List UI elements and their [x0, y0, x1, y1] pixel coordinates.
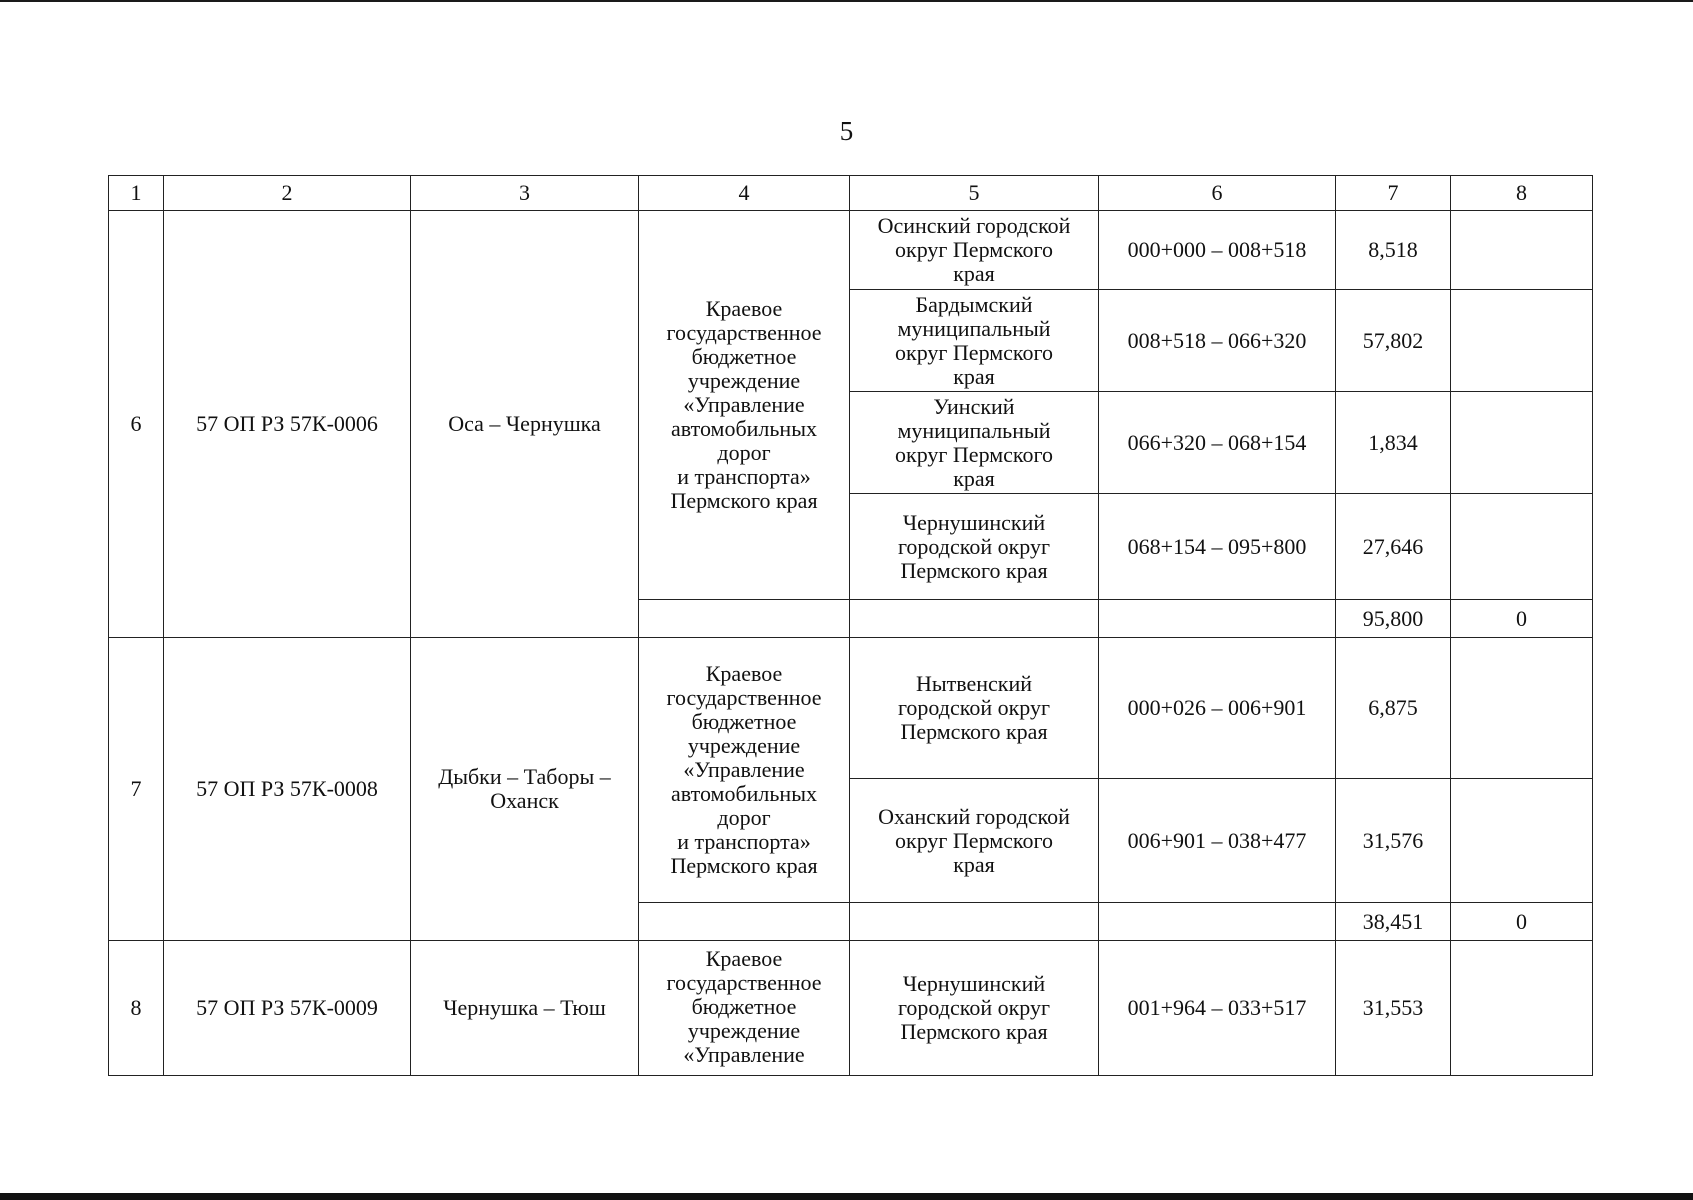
- territory-line: края: [953, 261, 995, 286]
- segment-length: 27,646: [1336, 494, 1451, 600]
- territory-line: края: [953, 465, 995, 491]
- org-line: государственное: [666, 685, 822, 710]
- org-line: Краевое: [705, 661, 783, 686]
- segment-length: 8,518: [1336, 211, 1451, 290]
- org-line: учреждение: [687, 368, 801, 393]
- org-line: бюджетное: [691, 344, 797, 369]
- col8-cell: [1451, 638, 1593, 779]
- road-registry-table: [108, 175, 1593, 1076]
- org-line: Краевое: [705, 296, 783, 321]
- owner-organization: [639, 211, 850, 600]
- header-cell-6: 6: [1099, 176, 1336, 211]
- header-cell-2: 2: [164, 176, 411, 211]
- header-cell-3: 3: [411, 176, 639, 211]
- road-name: [411, 638, 639, 941]
- road-code: 57 ОП РЗ 57К-0006: [164, 211, 411, 638]
- segment-length: 1,834: [1336, 392, 1451, 494]
- segment-length: 57,802: [1336, 290, 1451, 392]
- km-range: 068+154 – 095+800: [1099, 494, 1336, 600]
- road-name-line: Оханск: [490, 788, 559, 813]
- km-range: 000+000 – 008+518: [1099, 211, 1336, 290]
- org-line: бюджетное: [691, 994, 797, 1019]
- road-name-line: Дыбки – Таборы –: [438, 764, 611, 789]
- road-code: 57 ОП РЗ 57К-0008: [164, 638, 411, 941]
- entry-number: 7: [109, 638, 164, 941]
- org-line: и транспорта»: [677, 829, 811, 854]
- km-range: 000+026 – 006+901: [1099, 638, 1336, 779]
- page-number: 5: [839, 116, 854, 146]
- territory-line: округ Пермского: [895, 237, 1053, 262]
- org-line: Пермского края: [670, 488, 818, 513]
- road-code: 57 ОП РЗ 57К-0009: [164, 941, 411, 1076]
- org-line: и транспорта»: [677, 464, 811, 489]
- entry-number: 6: [109, 211, 164, 638]
- org-line: автомобильных: [671, 416, 817, 441]
- territory-cell: [850, 779, 1099, 903]
- segment-length: 31,553: [1336, 941, 1451, 1076]
- empty-cell: [850, 903, 1099, 941]
- territory-line: городской округ: [897, 533, 1051, 559]
- territory-cell: [850, 290, 1099, 392]
- total-col8: 0: [1451, 903, 1593, 941]
- org-line: учреждение: [687, 733, 801, 758]
- total-col8: 0: [1451, 600, 1593, 638]
- header-cell-5: 5: [850, 176, 1099, 211]
- territory-line: городской округ: [897, 695, 1051, 720]
- territory-cell: [850, 392, 1099, 494]
- table-row: [109, 638, 1593, 779]
- col8-cell: [1451, 941, 1593, 1076]
- org-line: учреждение: [687, 1018, 801, 1043]
- org-line: дорог: [717, 440, 771, 465]
- col8-cell: [1451, 779, 1593, 903]
- org-line: «Управление: [683, 392, 805, 417]
- road-name: Оса – Чернушка: [411, 211, 639, 638]
- road-name: Чернушка – Тюш: [411, 941, 639, 1076]
- table-row: [109, 941, 1593, 1076]
- empty-cell: [639, 600, 850, 638]
- header-cell-4: 4: [639, 176, 850, 211]
- territory-line: округ Пермского: [895, 827, 1053, 853]
- total-length: 38,451: [1336, 903, 1451, 941]
- territory-line: края: [953, 851, 995, 877]
- segment-length: 31,576: [1336, 779, 1451, 903]
- org-line: Пермского края: [670, 853, 818, 878]
- territory-cell: [850, 211, 1099, 290]
- territory-line: Пермского края: [900, 557, 1048, 583]
- header-row: [109, 176, 1593, 211]
- empty-cell: [850, 600, 1099, 638]
- territory-line: края: [953, 363, 995, 389]
- total-length: 95,800: [1336, 600, 1451, 638]
- scan-bottom-edge: [0, 1193, 1693, 1200]
- km-range: 001+964 – 033+517: [1099, 941, 1336, 1076]
- territory-line: Оханский городской: [878, 803, 1070, 829]
- header-cell-8: 8: [1451, 176, 1593, 211]
- territory-line: округ Пермского: [895, 339, 1053, 365]
- territory-line: Пермского края: [900, 1019, 1048, 1044]
- org-line: государственное: [666, 320, 822, 345]
- territory-line: округ Пермского: [895, 441, 1053, 467]
- territory-line: Чернушинский: [902, 509, 1046, 535]
- entry-number: 8: [109, 941, 164, 1076]
- owner-organization: [639, 941, 850, 1076]
- org-line: Краевое: [705, 946, 783, 971]
- table-row: [109, 211, 1593, 290]
- owner-organization: [639, 638, 850, 903]
- empty-cell: [639, 903, 850, 941]
- col8-cell: [1451, 494, 1593, 600]
- territory-line: Осинский городской: [877, 213, 1071, 238]
- org-line: «Управление: [683, 1042, 805, 1067]
- territory-line: Нытвенский: [915, 671, 1033, 696]
- col8-cell: [1451, 290, 1593, 392]
- territory-line: Чернушинский: [902, 971, 1046, 996]
- scan-top-edge: [0, 0, 1693, 2]
- territory-line: Пермского края: [900, 719, 1048, 744]
- territory-line: Бардымский: [915, 291, 1033, 317]
- header-cell-1: 1: [109, 176, 164, 211]
- territory-cell: [850, 638, 1099, 779]
- org-line: автомобильных: [671, 781, 817, 806]
- km-range: 006+901 – 038+477: [1099, 779, 1336, 903]
- empty-cell: [1099, 903, 1336, 941]
- km-range: 066+320 – 068+154: [1099, 392, 1336, 494]
- col8-cell: [1451, 211, 1593, 290]
- km-range: 008+518 – 066+320: [1099, 290, 1336, 392]
- org-line: «Управление: [683, 757, 805, 782]
- header-cell-7: 7: [1336, 176, 1451, 211]
- territory-cell: [850, 941, 1099, 1076]
- territory-line: муниципальный: [897, 315, 1051, 341]
- segment-length: 6,875: [1336, 638, 1451, 779]
- territory-cell: [850, 494, 1099, 600]
- col8-cell: [1451, 392, 1593, 494]
- territory-line: городской округ: [897, 995, 1051, 1020]
- org-line: государственное: [666, 970, 822, 995]
- org-line: дорог: [717, 805, 771, 830]
- empty-cell: [1099, 600, 1336, 638]
- territory-line: муниципальный: [897, 417, 1051, 443]
- territory-line: Уинский: [933, 393, 1015, 419]
- org-line: бюджетное: [691, 709, 797, 734]
